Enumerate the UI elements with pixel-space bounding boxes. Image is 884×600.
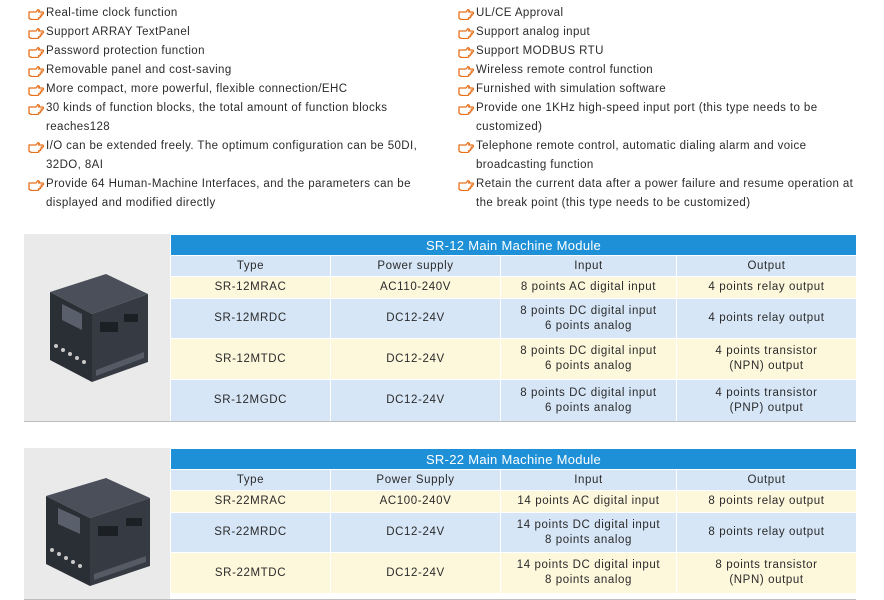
sr22-output-cell (677, 513, 857, 553)
pointing-hand-icon (28, 80, 46, 99)
feature-text: Real-time clock function (46, 7, 178, 19)
sr22-spec-table (170, 448, 856, 594)
feature-text: Retain the current data after a power failure and resume operation at the break point (this type needs to be customized) (476, 178, 854, 209)
input-line-2: 8 points analog (544, 533, 632, 546)
pointing-hand-icon (28, 61, 46, 80)
feature-item (458, 4, 868, 23)
sr12-output-cell (677, 380, 857, 422)
feature-text: Wireless remote control function (476, 64, 654, 76)
sr12-spec-table (170, 234, 857, 422)
feature-item (28, 4, 438, 23)
feature-text: Provide one 1KHz high-speed input port (this type needs to be customized) (476, 102, 818, 133)
input-line-1: 14 points AC digital input (517, 495, 660, 507)
feature-text: 30 kinds of function blocks, the total amount of function blocks reaches128 (46, 102, 388, 133)
table-row (171, 277, 857, 299)
pointing-hand-icon (458, 42, 476, 61)
sr22-output-cell (677, 491, 857, 513)
sr22-header-output: Output (677, 470, 857, 491)
feature-text: More compact, more powerful, flexible connection/EHC (46, 83, 348, 95)
pointing-hand-icon (28, 137, 46, 156)
sr12-header-power: Power supply (331, 256, 501, 277)
feature-text: Telephone remote control, automatic dialing alarm and voice broadcasting function (476, 140, 807, 171)
features-right-list (458, 4, 868, 213)
pointing-hand-icon (458, 23, 476, 42)
sr22-input-cell (501, 513, 677, 553)
sr22-power-cell: AC100-240V (331, 491, 501, 513)
sr22-header-input: Input (501, 470, 677, 491)
sr22-type-cell: SR-22MTDC (171, 553, 331, 594)
output-line-1: 8 points relay output (708, 526, 825, 538)
feature-item (28, 42, 438, 61)
input-line-2: 8 points analog (544, 574, 632, 586)
table-row (171, 513, 857, 553)
sr12-output-cell (677, 277, 857, 299)
output-line-2: (NPN) output (729, 574, 804, 586)
sr22-type-cell: SR-22MRAC (171, 491, 331, 513)
pointing-hand-icon (28, 175, 46, 194)
input-line-1: 8 points DC digital input (520, 386, 657, 399)
feature-item (28, 61, 438, 80)
feature-text: UL/CE Approval (476, 7, 564, 19)
sr12-input-cell (501, 339, 677, 380)
input-line-1: 8 points AC digital input (520, 281, 657, 293)
feature-item (28, 99, 438, 137)
sr22-module-section (24, 448, 856, 600)
input-line-2: 6 points analog (544, 360, 632, 372)
sr12-type-cell: SR-12MRDC (171, 299, 331, 339)
sr12-product-photo (24, 234, 170, 422)
sr12-header-output: Output (677, 256, 857, 277)
sr22-header-type: Type (171, 470, 331, 491)
sr12-type-cell: SR-12MGDC (171, 380, 331, 422)
output-line-2: (PNP) output (729, 401, 804, 414)
pointing-hand-icon (458, 61, 476, 80)
sr22-output-cell (677, 553, 857, 594)
input-line-1: 14 points DC digital input (516, 559, 661, 571)
output-line-2: (NPN) output (729, 360, 804, 372)
feature-text: Password protection function (46, 45, 205, 57)
sr12-power-cell: DC12-24V (331, 299, 501, 339)
input-line-1: 8 points DC digital input (520, 304, 657, 317)
input-line-2: 6 points analog (544, 319, 632, 332)
feature-text: I/O can be extended freely. The optimum configuration can be 50DI, 32DO, 8AI (46, 140, 418, 171)
sr22-power-cell: DC12-24V (331, 513, 501, 553)
plc-device-image (36, 466, 158, 596)
feature-item (458, 42, 868, 61)
sr12-header-input: Input (501, 256, 677, 277)
feature-text: Removable panel and cost-saving (46, 64, 232, 76)
table-row (171, 553, 857, 594)
sr12-table-title: SR-12 Main Machine Module (171, 235, 857, 256)
features-left-list (28, 4, 438, 213)
pointing-hand-icon (28, 99, 46, 118)
pointing-hand-icon (458, 137, 476, 156)
sr12-header-type: Type (171, 256, 331, 277)
sr12-input-cell (501, 277, 677, 299)
sr12-output-cell (677, 299, 857, 339)
sr12-module-section (24, 234, 856, 422)
feature-item (458, 99, 868, 137)
sr12-power-cell: DC12-24V (331, 380, 501, 422)
input-line-1: 14 points DC digital input (516, 518, 661, 531)
output-line-1: 4 points relay output (708, 281, 825, 293)
output-line-1: 8 points transistor (715, 559, 818, 571)
feature-text: Support MODBUS RTU (476, 45, 604, 57)
feature-item (458, 137, 868, 175)
feature-item (28, 80, 438, 99)
table-row (171, 299, 857, 339)
input-line-1: 8 points DC digital input (520, 345, 657, 357)
feature-item (28, 137, 438, 175)
sr22-type-cell: SR-22MRDC (171, 513, 331, 553)
sr12-output-cell (677, 339, 857, 380)
feature-item (458, 61, 868, 80)
table-row (171, 491, 857, 513)
sr22-input-cell (501, 491, 677, 513)
feature-item (458, 80, 868, 99)
feature-text: Support analog input (476, 26, 591, 38)
feature-item (28, 175, 438, 213)
pointing-hand-icon (28, 23, 46, 42)
pointing-hand-icon (28, 4, 46, 23)
pointing-hand-icon (458, 80, 476, 99)
pointing-hand-icon (458, 99, 476, 118)
plc-device-image (36, 264, 158, 394)
sr12-input-cell (501, 299, 677, 339)
feature-text: Provide 64 Human-Machine Interfaces, and the parameters can be displayed and modified directly (46, 178, 411, 209)
output-line-1: 8 points relay output (708, 495, 825, 507)
feature-item (458, 23, 868, 42)
feature-item (458, 175, 868, 213)
sr12-type-cell: SR-12MRAC (171, 277, 331, 299)
sr22-input-cell (501, 553, 677, 594)
output-line-1: 4 points transistor (715, 386, 818, 399)
table-row (171, 339, 857, 380)
table-row (171, 380, 857, 422)
feature-item (28, 23, 438, 42)
sr22-power-cell: DC12-24V (331, 553, 501, 594)
sr12-type-cell: SR-12MTDC (171, 339, 331, 380)
feature-text: Support ARRAY TextPanel (46, 26, 191, 38)
pointing-hand-icon (458, 175, 476, 194)
feature-text: Furnished with simulation software (476, 83, 667, 95)
sr12-power-cell: DC12-24V (331, 339, 501, 380)
output-line-1: 4 points transistor (715, 345, 818, 357)
sr12-input-cell (501, 380, 677, 422)
output-line-1: 4 points relay output (708, 312, 825, 324)
sr22-product-photo (24, 448, 170, 600)
pointing-hand-icon (458, 4, 476, 23)
input-line-2: 6 points analog (544, 401, 632, 414)
pointing-hand-icon (28, 42, 46, 61)
sr22-header-power: Power Supply (331, 470, 501, 491)
sr22-table-title: SR-22 Main Machine Module (171, 449, 857, 470)
sr12-power-cell: AC110-240V (331, 277, 501, 299)
